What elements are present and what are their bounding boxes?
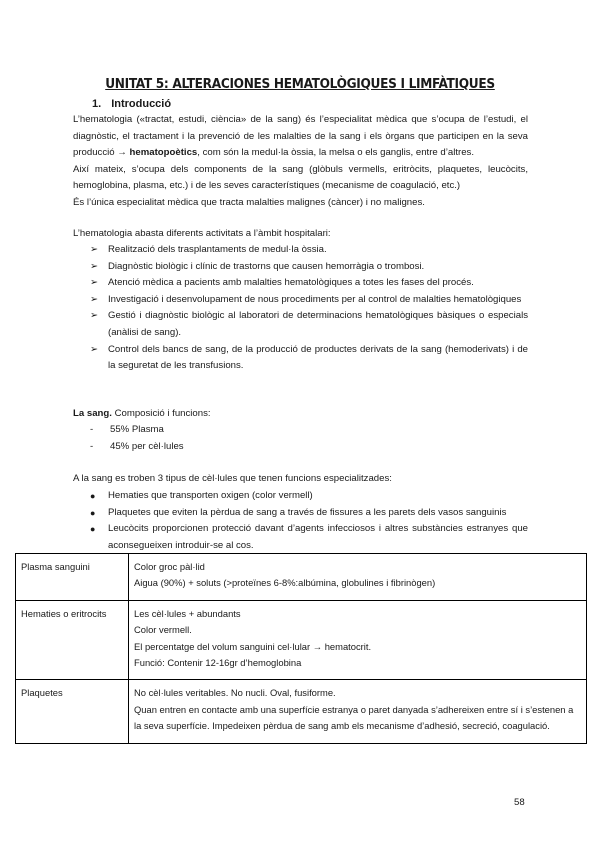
cells-list bbox=[90, 488, 528, 554]
table-cell-line: No cèl·lules veritables. No nucli. Oval, fusiforme. bbox=[134, 687, 336, 699]
intro-line2: Així mateix, s’ocupa dels components de la sang (glòbuls vermells, eritròcits, plaquetes, leucòcits, hemoglobina, plasma, etc.) i de les seves característiques (mecanisme de coagulació, etc.) bbox=[73, 163, 528, 192]
table-cell-line: Color vermell. bbox=[134, 624, 192, 636]
dot-bullet-icon: ● bbox=[90, 507, 96, 518]
list-item-text: Control dels bancs de sang, de la producció de productes derivats de la sang (hemoderivats) i de la seguretat de les transfusions. bbox=[108, 343, 528, 372]
intro-text-part1: L’hematologia («tractat, estudi, ciència» de la sang) és l’especialitat mèdica que s’ocupa de l’estudi, el diagnòstic, el tractament i la prevenció de les malalties de la sang i els òrgans que participen en la seva producció → bbox=[73, 114, 528, 159]
section-label: Introducció bbox=[111, 98, 172, 110]
arrow-bullet-icon: ➢ bbox=[90, 343, 99, 355]
table-cell-value bbox=[129, 680, 587, 743]
table-cell-line: Color groc pàl·lid bbox=[134, 561, 205, 572]
list-item bbox=[90, 422, 184, 439]
composition-list bbox=[90, 422, 184, 455]
list-item-text: Plaquetes que eviten la pèrdua de sang a través de fissures a les parets dels vasos sanguinis bbox=[108, 506, 507, 518]
list-item bbox=[90, 505, 528, 522]
list-item bbox=[90, 242, 528, 259]
list-item-text: Gestió i diagnòstic biològic al laboratori de determinacions hematològiques bàsiques o especials (anàlisi de sang). bbox=[108, 310, 528, 338]
arrow-bullet-icon: ➢ bbox=[90, 310, 99, 322]
dash-bullet-icon: - bbox=[90, 440, 94, 452]
list-item-text: 55% Plasma bbox=[110, 424, 164, 435]
arrow-bullet-icon: ➢ bbox=[90, 260, 99, 272]
arrow-bullet-icon: ➢ bbox=[90, 244, 99, 255]
sang-text: Composició i funcions: bbox=[111, 408, 211, 419]
list-item bbox=[90, 292, 528, 309]
arrow-bullet-icon: ➢ bbox=[90, 277, 99, 289]
arrow-bullet-icon: ➢ bbox=[90, 293, 99, 305]
dot-bullet-icon: ● bbox=[90, 524, 96, 535]
sang-label: La sang. bbox=[73, 408, 112, 419]
blood-components-table bbox=[15, 553, 587, 744]
page-title: UNITAT 5: ALTERACIONES HEMATOLÒGIQUES I LIMFÀTIQUES bbox=[105, 76, 495, 92]
list-item bbox=[90, 342, 528, 375]
list-item bbox=[90, 259, 528, 276]
list-item-text: Investigació i desenvolupament de nous procediments per al control de malalties hematològiques bbox=[108, 293, 522, 305]
table-row bbox=[16, 680, 587, 743]
list-item-text: Atenció mèdica a pacients amb malalties hematològiques a totes les fases del procés. bbox=[108, 277, 474, 289]
table-cell-line: El percentatge del volum sanguini cel·lular → hematocrit. bbox=[134, 640, 372, 652]
table-cell-line: Aigua (90%) + soluts (>proteïnes 6-8%:albúmina, globulines i fibrinògen) bbox=[134, 577, 436, 589]
section-heading bbox=[92, 98, 171, 110]
table-row bbox=[16, 600, 587, 680]
table-row bbox=[16, 554, 587, 601]
list-item bbox=[90, 308, 528, 341]
dash-bullet-icon: - bbox=[90, 424, 94, 435]
section-number: 1. bbox=[92, 98, 102, 110]
list-item bbox=[90, 521, 528, 554]
table-cell-line: Funció: Contenir 12-16gr d’hemoglobina bbox=[134, 657, 302, 669]
list-item-text: Hematies que transporten oxigen (color vermell) bbox=[108, 490, 313, 501]
list-item-text: Realització dels trasplantaments de medul·la òssia. bbox=[108, 244, 327, 255]
activities-list bbox=[90, 242, 528, 375]
table-cell-value bbox=[129, 600, 587, 680]
cells-intro: A la sang es troben 3 tipus de cèl·lules que tenen funcions especialitzades: bbox=[73, 473, 392, 484]
list-item bbox=[90, 439, 184, 456]
activities-intro: L’hematologia abasta diferents activitats a l’àmbit hospitalari: bbox=[73, 228, 331, 239]
sang-heading bbox=[73, 406, 211, 423]
list-item-text: Leucòcits proporcionen protecció davant d’agents infecciosos i altres substàncies estranyes que aconsegueixen introduir-se al cos. bbox=[108, 523, 528, 551]
table-cell-label: Hematies o eritrocits bbox=[16, 600, 129, 680]
table-cell-line: Les cèl·lules + abundants bbox=[134, 607, 241, 619]
table-cell-label: Plaquetes bbox=[16, 680, 129, 743]
list-item-text: 45% per cèl·lules bbox=[110, 440, 184, 452]
intro-line3: És l’única especialitat mèdica que tracta malalties malignes (càncer) i no malignes. bbox=[73, 196, 425, 208]
intro-bold-term: hematopoètics bbox=[129, 147, 198, 159]
table-cell-value bbox=[129, 554, 587, 601]
list-item bbox=[90, 488, 528, 505]
page-number: 58 bbox=[514, 797, 525, 808]
table-cell-line: Quan entren en contacte amb una superfície estranya o paret danyada s’adhereixen entre sí i s’estenen a la seva superfície. Impedeixen pèrdua de sang amb els mecanisme d’adhesió, secreció, coagulació. bbox=[134, 703, 574, 732]
list-item-text: Diagnòstic biològic i clínic de trastorns que causen hemorràgia o trombosi. bbox=[108, 260, 425, 272]
list-item bbox=[90, 275, 528, 292]
dot-bullet-icon: ● bbox=[90, 491, 96, 501]
intro-text-part2: , com són la medul·la òssia, la melsa o els ganglis, entre d’altres. bbox=[197, 147, 474, 159]
intro-paragraph bbox=[73, 112, 528, 212]
table-cell-label: Plasma sanguini bbox=[16, 554, 129, 601]
